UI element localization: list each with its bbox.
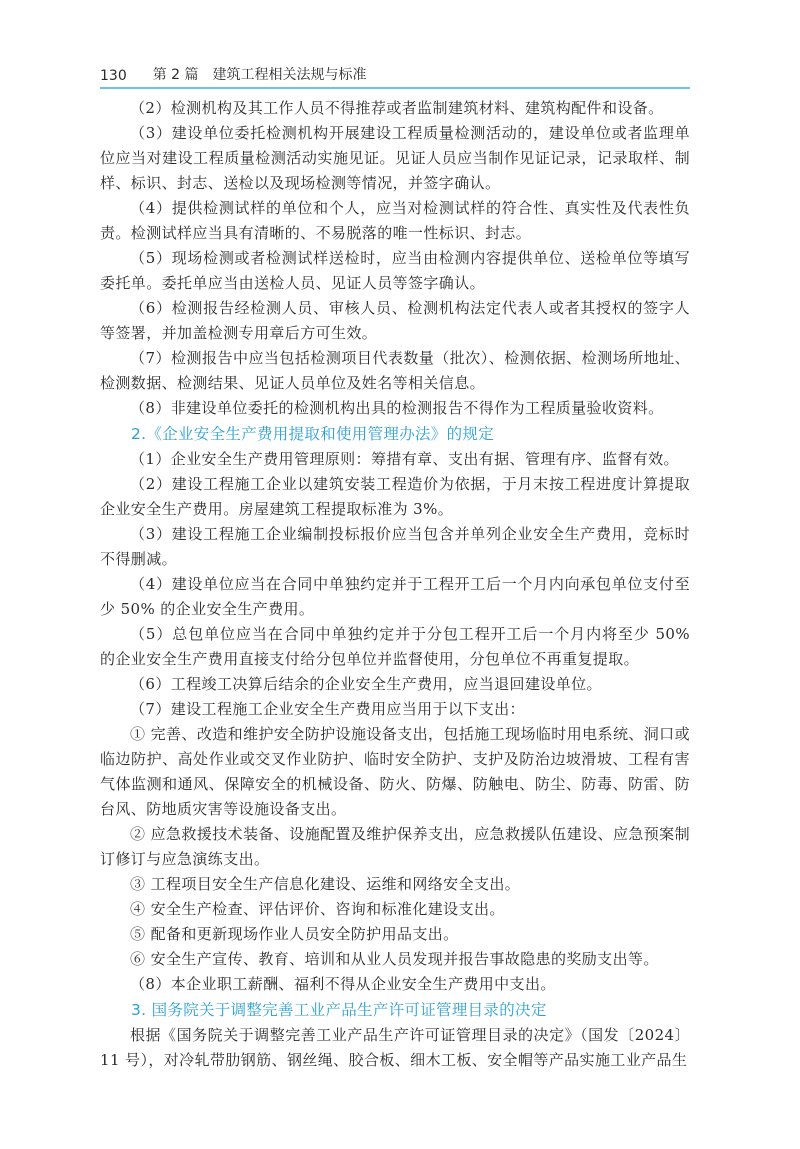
paragraph: （1）企业安全生产费用管理原则：筹措有章、支出有据、管理有序、监督有效。 [130, 450, 679, 468]
section-heading: 2.《企业安全生产费用提取和使用管理办法》的规定 [131, 425, 494, 443]
paragraph: ① 完善、改造和维护安全防护设施设备支出，包括施工现场临时用电系统、洞口或临边防护、高处作业或交叉作业防护、临时安全防护、支护及防治边坡滑坡、工程有害气体监测和通风、保障安全的机械设备、防火、防爆、防触电、防尘、防毒、防雷、防台风、防地质灾害等设施设备支出。 [100, 725, 690, 818]
section-heading: 3. 国务院关于调整完善工业产品生产许可证管理目录的决定 [131, 1001, 547, 1019]
header-rule [100, 87, 690, 89]
paragraph: ⑤ 配备和更新现场作业人员安全防护用品支出。 [130, 925, 459, 943]
paragraph: （5）总包单位应当在合同中单独约定并于分包工程开工后一个月内将至少 50% 的企业安全生产费用直接支付给分包单位并监督使用，分包单位不再重复提取。 [100, 625, 690, 668]
page-body [100, 96, 690, 1073]
paragraph: ② 应急救援技术装备、设施配置及维护保养支出，应急救援队伍建设、应急预案制订修订与应急演练支出。 [100, 825, 690, 868]
paragraph: （7）检测报告中应当包括检测项目代表数量（批次）、检测依据、检测场所地址、检测数据、检测结果、见证人员单位及姓名等相关信息。 [100, 349, 690, 392]
paragraph: （3）建设工程施工企业编制投标报价应当包含并单列企业安全生产费用，竞标时不得删减。 [100, 525, 690, 568]
page-number: 130 [100, 68, 127, 84]
chapter-label: 第 2 篇 [152, 67, 199, 83]
paragraph: ③ 工程项目安全生产信息化建设、运维和网络安全支出。 [130, 875, 521, 893]
paragraph: （8）本企业职工薪酬、福利不得从企业安全生产费用中支出。 [130, 975, 556, 993]
paragraph: （2）建设工程施工企业以建筑安装工程造价为依据，于月末按工程进度计算提取企业安全生产费用。房屋建筑工程提取标准为 3%。 [100, 475, 690, 518]
paragraph: （4）建设单位应当在合同中单独约定并于工程开工后一个月内向承包单位支付至少 50% 的企业安全生产费用。 [100, 575, 690, 618]
paragraph: （7）建设工程施工企业安全生产费用应当用于以下支出： [130, 700, 525, 718]
page-header [100, 62, 690, 84]
paragraph: ④ 安全生产检查、评估评价、咨询和标准化建设支出。 [130, 900, 505, 918]
paragraph: （8）非建设单位委托的检测机构出具的检测报告不得作为工程质量验收资料。 [130, 399, 664, 417]
paragraph: （4）提供检测试样的单位和个人，应当对检测试样的符合性、真实性及代表性负责。检测试样应当具有清晰的、不易脱落的唯一性标识、封志。 [100, 199, 690, 242]
paragraph: （5）现场检测或者检测试样送检时，应当由检测内容提供单位、送检单位等填写委托单。委托单应当由送检人员、见证人员等签字确认。 [100, 249, 690, 292]
paragraph: （6）检测报告经检测人员、审核人员、检测机构法定代表人或者其授权的签字人等签署，并加盖检测专用章后方可生效。 [100, 299, 690, 342]
chapter-title: 建筑工程相关法规与标准 [212, 67, 367, 83]
paragraph: （2）检测机构及其工作人员不得推荐或者监制建筑材料、建筑构配件和设备。 [130, 99, 664, 117]
paragraph: （3）建设单位委托检测机构开展建设工程质量检测活动的，建设单位或者监理单位应当对建设工程质量检测活动实施见证。见证人员应当制作见证记录，记录取样、制样、标识、封志、送检以及现场检测等情况，并签字确认。 [100, 124, 690, 192]
paragraph: ⑥ 安全生产宣传、教育、培训和从业人员发现并报告事故隐患的奖励支出等。 [130, 950, 659, 968]
paragraph: （6）工程竣工决算后结余的企业安全生产费用，应当退回建设单位。 [130, 675, 602, 693]
paragraph: 根据《国务院关于调整完善工业产品生产许可证管理目录的决定》（国发〔2024〕11 号），对冷轧带肋钢筋、钢丝绳、胶合板、细木工板、安全帽等产品实施工业产品生 [100, 1026, 690, 1069]
